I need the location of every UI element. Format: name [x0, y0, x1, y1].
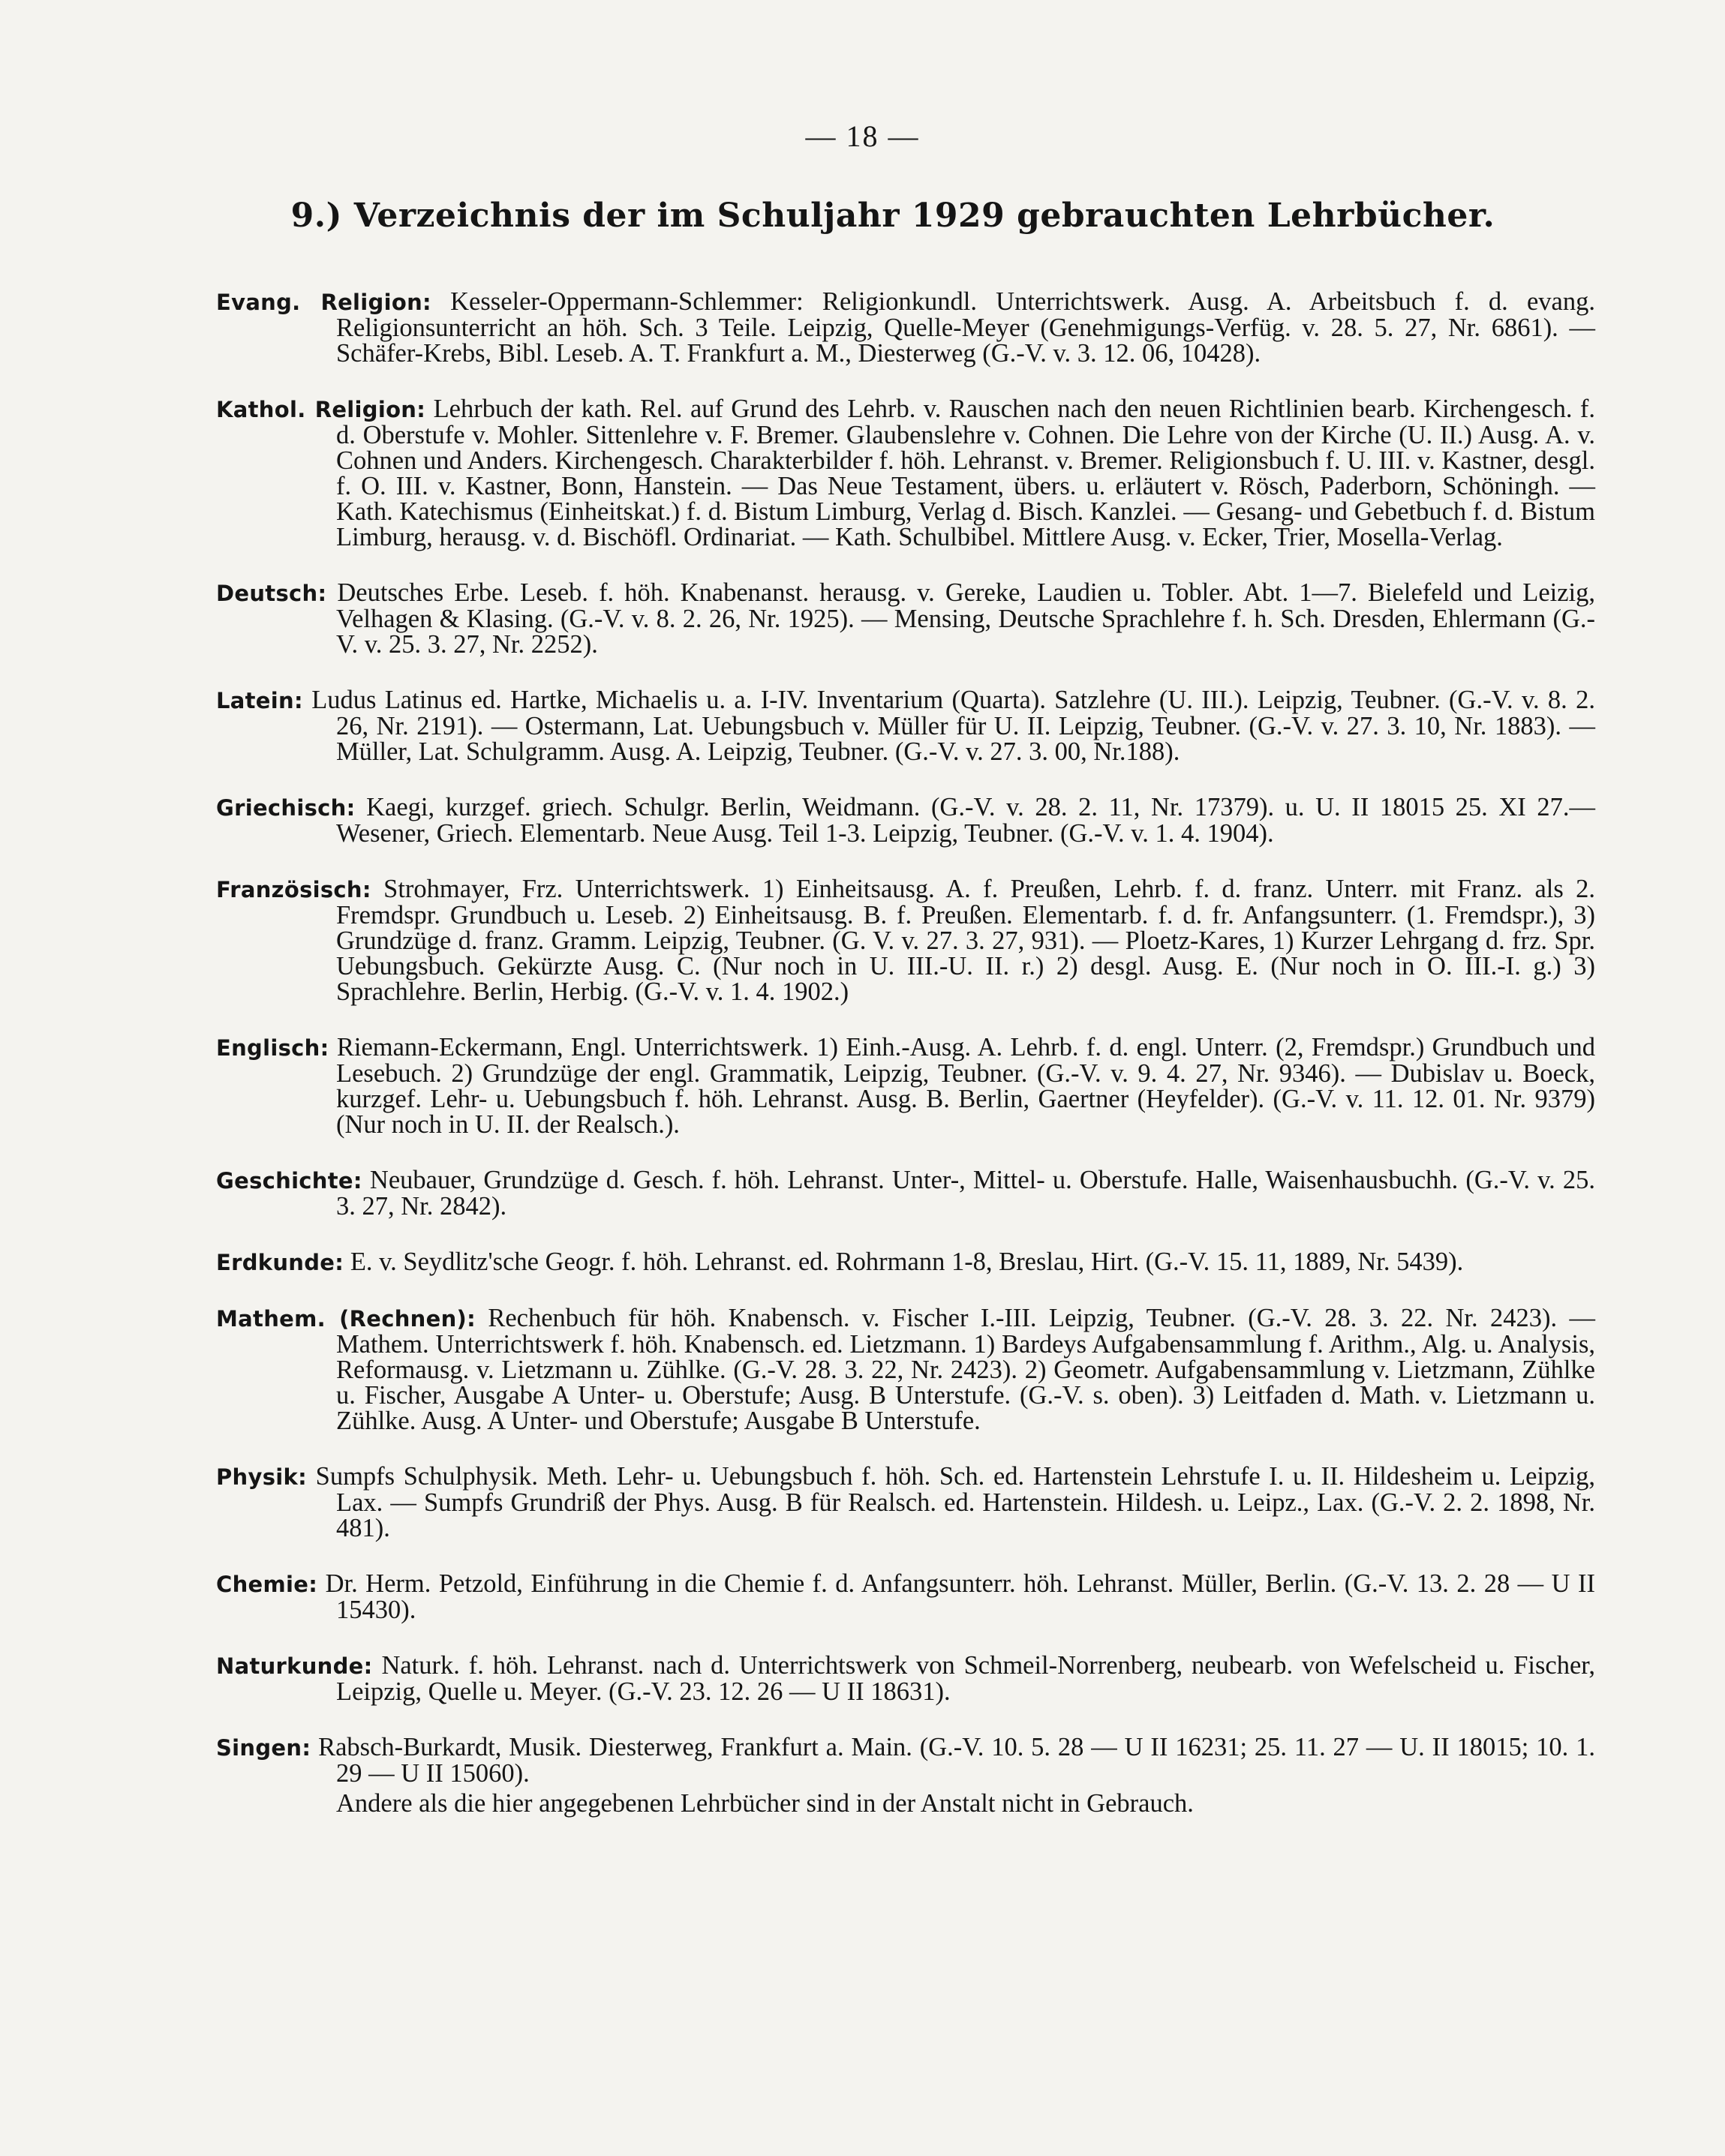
subject-label: Deutsch:	[216, 580, 327, 606]
list-item	[216, 687, 1595, 764]
subject-label: Kathol. Religion:	[216, 396, 426, 422]
entry-text: Dr. Herm. Petzold, Einführung in die Chemie f. d. Anfangsunterr. höh. Lehranst. Müller, Berlin. (G.-V. 13. 2. 28 — U II 15430).	[325, 1569, 1595, 1624]
entry-text: E. v. Seydlitz'sche Geogr. f. höh. Lehranst. ed. Rohrmann 1-8, Breslau, Hirt. (G.-V. 15. 11, 1889, Nr. 5439).	[350, 1247, 1464, 1276]
list-item	[216, 1461, 1596, 1542]
subject-label: Erdkunde:	[216, 1249, 344, 1275]
entry-text: Kaegi, kurzgef. griech. Schulgr. Berlin, Weidmann. (G.-V. v. 28. 2. 11, Nr. 17379). u. U. II 18015 25. XI 27.— Wesener, Griech. Elementarb. Neue Ausg. Teil 1-3. Leipzig, Teubner. (G.-V. v. 1. 4. 1904).	[336, 792, 1595, 848]
subject-label: Chemie:	[216, 1571, 318, 1597]
list-item	[216, 1571, 1595, 1623]
list-item	[216, 1249, 1595, 1275]
subject-label: Naturkunde:	[216, 1653, 373, 1679]
entry-text: Strohmayer, Frz. Unterrichtswerk. 1) Einheitsausg. A. f. Preußen, Lehrb. f. d. franz. Unterr. mit Franz. als 2. Fremdspr. Grundbuch u. Leseb. 2) Einheitsausg. B. f. Preußen. Elementarb. f. d. fr. Anfangsunterr. (1. Fremdspr.), 3) Grundzüge d. franz. Gramm. Leipzig, Teubner. (G. V. v. 27. 3. 27, 931). — Ploetz-Kares, 1) Kurzer Lehrgang d. frz. Spr. Uebungsbuch. Gekürzte Ausg. C. (Nur noch in U. III.-U. II. r.) 2) desgl. Ausg. E. (Nur noch in O. III.-I. g.) 3) Sprachlehre. Berlin, Herbig. (G.-V. v. 1. 4. 1902.)	[336, 874, 1596, 1006]
page-number: — 18 —	[805, 119, 920, 153]
entry-text: Rechenbuch für höh. Knabensch. v. Fischer I.-III. Leipzig, Teubner. (G.-V. 28. 3. 22. Nr. 2423). — Mathem. Unterrichtswerk f. höh. Knabensch. ed. Lietzmann. 1) Bardeys Aufgabensammlung f. Arithm., Alg. u. Analysis, Reformausg. v. Lietzmann u. Zühlke. (G.-V. 28. 3. 22, Nr. 2423). 2) Geometr. Aufgabensammlung v. Lietzmann, Zühlke u. Fischer, Ausgabe A Unter- u. Oberstufe; Ausg. B Unterstufe. (G.-V. s. oben). 3) Leitfaden d. Math. v. Lietzmann u. Zühlke. Ausg. A Unter- und Oberstufe; Ausgabe B Unterstufe.	[336, 1303, 1595, 1435]
entry-text: Lehrbuch der kath. Rel. auf Grund des Lehrb. v. Rauschen nach den neuen Richtlinien bearb. Kirchengesch. f. d. Oberstufe v. Mohler. Sittenlehre v. F. Bremer. Glaubenslehre v. Cohnen. Die Lehre von der Kirche (U. II.) Ausg. A. v. Cohnen und Anders. Kirchengesch. Charakterbilder f. höh. Lehranst. v. Bremer. Religionsbuch f. U. III. v. Kastner, desgl. f. O. III. v. Kastner, Bonn, Hanstein. — Das Neue Testament, übers. u. erläutert v. Rösch, Paderborn, Schöningh. — Kath. Katechismus (Einheitskat.) f. d. Bistum Limburg, Verlag d. Bisch. Kanzlei. — Gesang- und Gebetbuch f. d. Bistum Limburg, herausg. v. d. Bischöfl. Ordinariat. — Kath. Schulbibel. Mittlere Ausg. v. Ecker, Trier, Mosella-Verlag.	[336, 394, 1596, 551]
subject-label: Evang. Religion:	[216, 289, 431, 315]
subject-label: Griechisch:	[216, 794, 356, 821]
list-item	[216, 794, 1595, 846]
list-item	[216, 1167, 1595, 1219]
entry-text: Naturk. f. höh. Lehranst. nach d. Unterrichtswerk von Schmeil-Norrenberg, neubearb. von Wefelscheid u. Fischer, Leipzig, Quelle u. Meyer. (G.-V. 23. 12. 26 — U II 18631).	[336, 1650, 1596, 1706]
entry-text: Sumpfs Schulphysik. Meth. Lehr- u. Uebungsbuch f. höh. Sch. ed. Hartenstein Lehrstufe I. u. II. Hildesheim u. Leipzig, Lax. — Sumpfs Grundriß der Phys. Ausg. B für Realsch. ed. Hartenstein. Hildesh. u. Leipz., Lax. (G.-V. 2. 2. 1898, Nr. 481).	[315, 1461, 1596, 1542]
closing-note: Andere als die hier angegebenen Lehrbücher sind in der Anstalt nicht in Gebrauch.	[336, 1788, 1194, 1818]
entry-text: Ludus Latinus ed. Hartke, Michaelis u. a. I-IV. Inventarium (Quarta). Satzlehre (U. III.). Leipzig, Teubner. (G.-V. v. 8. 2. 26, Nr. 2191). — Ostermann, Lat. Uebungsbuch v. Müller für U. II. Leipzig, Teubner. (G.-V. v. 27. 3. 10, Nr. 1883). — Müller, Lat. Schulgramm. Ausg. A. Leipzig, Teubner. (G.-V. v. 27. 3. 00, Nr.188).	[311, 685, 1596, 766]
entry-text: Rabsch-Burkardt, Musik. Diesterweg, Frankfurt a. Main. (G.-V. 10. 5. 28 — U II 16231; 25. 11. 27 — U. II 18015; 10. 1. 29 — U II 15060).	[318, 1732, 1596, 1788]
list-item	[216, 1034, 1595, 1137]
page-title: 9.) Verzeichnis der im Schuljahr 1929 gebrauchten Lehrbücher.	[290, 197, 1495, 235]
entry-text: Deutsches Erbe. Leseb. f. höh. Knabenanst. herausg. v. Gereke, Laudien u. Tobler. Abt. 1—7. Bielefeld und Leizig, Velhagen & Klasing. (G.-V. v. 8. 2. 26, Nr. 1925). — Mensing, Deutsche Sprachlehre f. h. Sch. Dresden, Ehlermann (G.-V. v. 25. 3. 27, Nr. 2252).	[336, 578, 1595, 659]
list-item	[216, 289, 1595, 366]
list-item	[216, 1734, 1595, 1786]
subject-label: Physik:	[216, 1464, 307, 1490]
list-item	[216, 1650, 1596, 1706]
entry-text: Riemann-Eckermann, Engl. Unterrichtswerk. 1) Einh.-Ausg. A. Lehrb. f. d. engl. Unterr. (2, Fremdspr.) Grundbuch und Lesebuch. 2) Grundzüge der engl. Grammatik, Leipzig, Teubner. (G.-V. v. 9. 4. 27, Nr. 9346). — Dubislav u. Boeck, kurzgef. Lehr- u. Uebungsbuch f. höh. Lehranst. Ausg. B. Berlin, Gaertner (Heyfelder). (G.-V. v. 11. 12. 01. Nr. 9379) (Nur noch in U. II. der Realsch.).	[336, 1032, 1596, 1139]
list-item	[216, 396, 1595, 550]
subject-label: Latein:	[216, 687, 303, 713]
subject-label: Singen:	[216, 1734, 311, 1761]
list-item	[216, 876, 1595, 1004]
subject-label: Englisch:	[216, 1034, 329, 1061]
subject-label: Französisch:	[216, 876, 371, 902]
subject-label: Geschichte:	[216, 1167, 362, 1194]
list-item	[216, 1305, 1595, 1434]
textbook-list	[216, 263, 1595, 1842]
entry-text: Neubauer, Grundzüge d. Gesch. f. höh. Lehranst. Unter-, Mittel- u. Oberstufe. Halle, Waisenhausbuchh. (G.-V. v. 25. 3. 27, Nr. 2842).	[336, 1165, 1596, 1221]
subject-label: Mathem. (Rechnen):	[216, 1305, 476, 1332]
entry-text: Kesseler-Oppermann-Schlemmer: Religionkundl. Unterrichtswerk. Ausg. A. Arbeitsbuch f. d. evang. Religionsunterricht an höh. Sch. 3 Teile. Leipzig, Quelle-Meyer (Genehmigungs-Verfüg. v. 28. 5. 27, Nr. 6861). — Schäfer-Krebs, Bibl. Leseb. A. T. Frankfurt a. M., Diesterweg (G.-V. v. 3. 12. 06, 10428).	[336, 287, 1595, 368]
list-item	[216, 580, 1595, 657]
